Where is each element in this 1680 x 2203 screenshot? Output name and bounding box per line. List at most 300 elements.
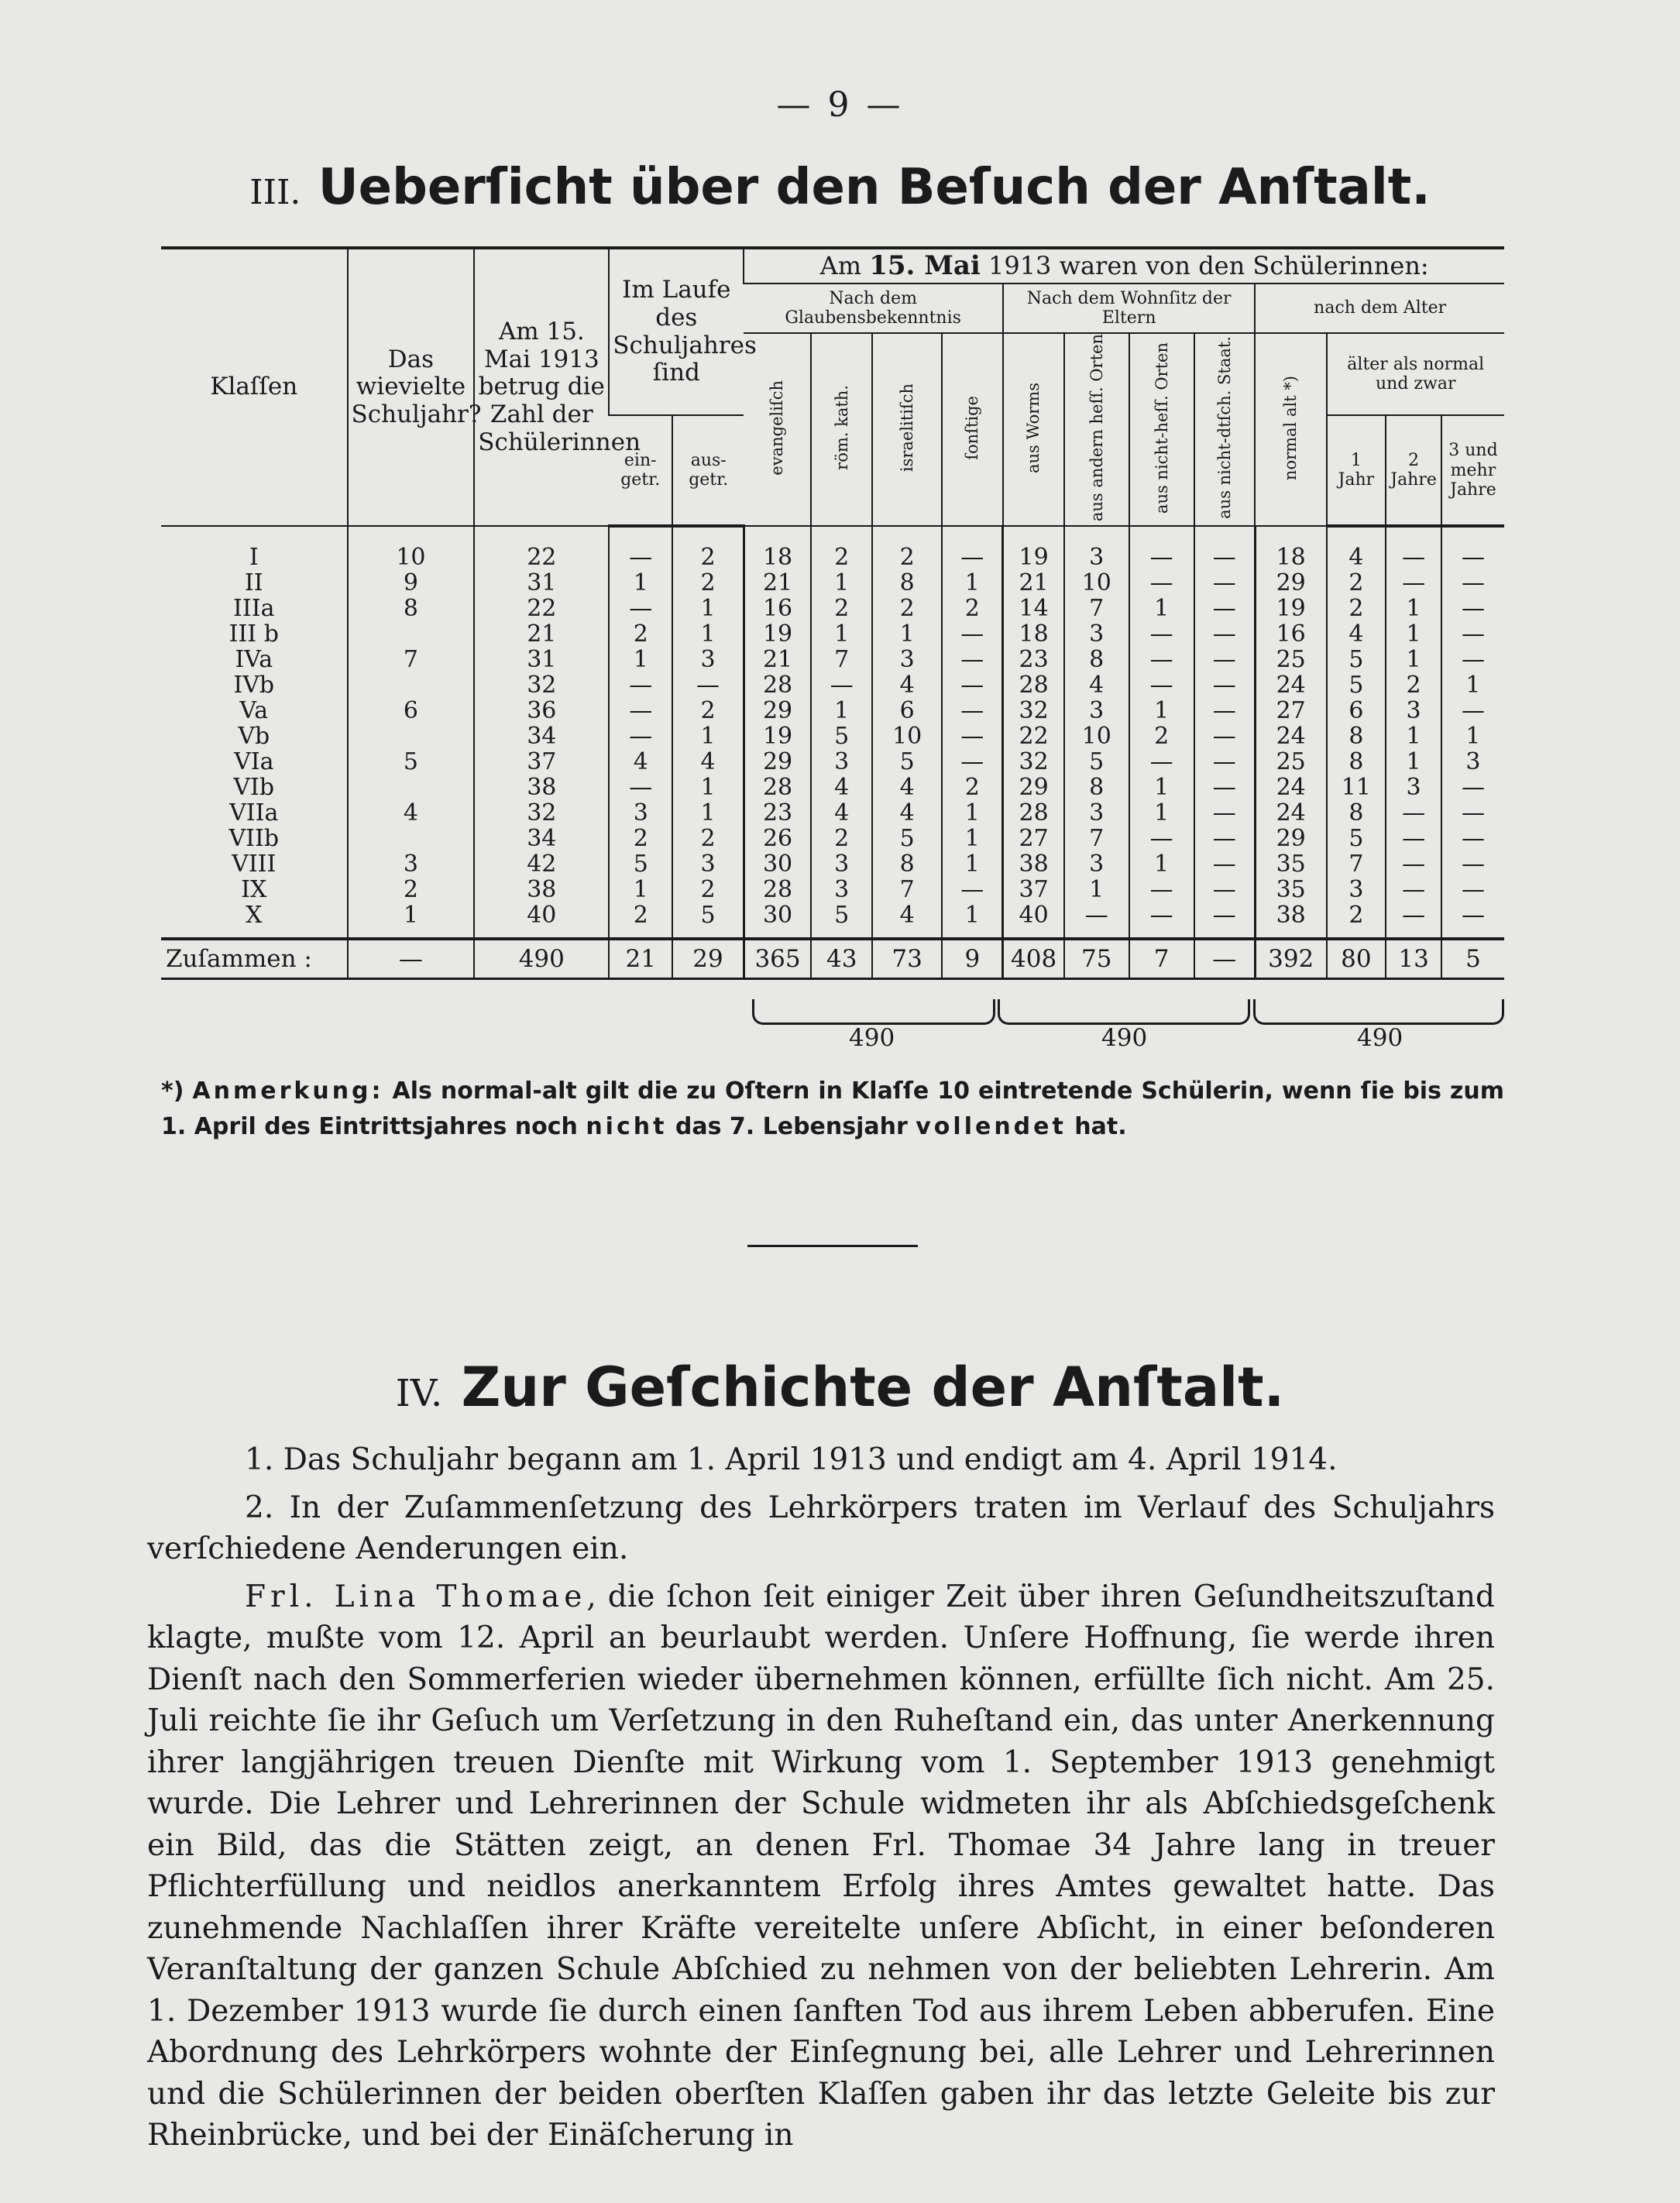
- cell-eingetr: 1: [609, 877, 672, 902]
- group-wohnsitz: Nach dem Wohnſitz der Eltern: [1003, 284, 1255, 333]
- cell-schuljahr: [348, 621, 475, 647]
- cell-aus-nicht-dt: —: [1194, 526, 1256, 570]
- cell-zahl: 31: [474, 570, 609, 596]
- cell-roem-kath: 2: [811, 596, 872, 621]
- cell-normal-alt: 19: [1255, 596, 1326, 621]
- caption-post: 1913 waren von den Schülerinnen:: [980, 250, 1429, 280]
- cell-normal-alt: 16: [1255, 621, 1326, 647]
- table-row: [161, 877, 1504, 902]
- col-schuljahr: Das wievielte Schuljahr?: [348, 248, 475, 526]
- cell-zahl: 40: [474, 902, 609, 939]
- cell-aelter-3: —: [1441, 877, 1504, 902]
- cell-eingetr: 2: [609, 621, 672, 647]
- cell-ausgetr: 4: [672, 749, 744, 775]
- table-body: [161, 526, 1504, 979]
- cell-evangelisch: 16: [744, 596, 811, 621]
- cell-aus-andern: 3: [1064, 698, 1129, 723]
- cell-ausgetr: 2: [672, 877, 744, 902]
- footnote-text-3: hat.: [1066, 1113, 1127, 1140]
- cell-aus-andern: 10: [1064, 570, 1129, 596]
- cell-aus-nicht-hess: 2: [1129, 723, 1194, 749]
- cell-aus-andern: 3: [1064, 621, 1129, 647]
- cell-normal-alt: 29: [1255, 826, 1326, 851]
- total-glauben: 490: [849, 1024, 895, 1052]
- section-3-numeral: III.: [249, 173, 301, 212]
- cell-aus-nicht-dt: —: [1194, 826, 1256, 851]
- cell-aelter-2: —: [1386, 526, 1441, 570]
- brace-glauben: [752, 999, 995, 1025]
- cell-aus-worms: 27: [1003, 826, 1064, 851]
- cell-aus-worms: 19: [1003, 526, 1064, 570]
- cell-aelter-1: 5: [1327, 826, 1386, 851]
- group-glauben: Nach dem Glaubensbekenntnis: [744, 284, 1003, 333]
- brace-wohnsitz: [998, 999, 1250, 1025]
- table-row: [161, 775, 1504, 800]
- col-aus-andern: aus andern heſſ. Orten: [1064, 333, 1129, 526]
- cell-schuljahr: 6: [348, 698, 475, 723]
- cell-aelter-1: 4: [1327, 526, 1386, 570]
- sum-row: [161, 939, 1504, 979]
- cell-klasse: II: [244, 569, 263, 597]
- cell-aelter-3: —: [1441, 570, 1504, 596]
- cell-zahl: 21: [474, 621, 609, 647]
- total-alter: 490: [1357, 1024, 1403, 1052]
- table-row: [161, 826, 1504, 851]
- cell-aus-andern: —: [1064, 902, 1129, 939]
- cell-aus-worms: 28: [1003, 800, 1064, 826]
- cell-eingetr: —: [609, 596, 672, 621]
- cell-evangelisch: 28: [744, 877, 811, 902]
- cell-eingetr: 1: [609, 647, 672, 672]
- cell-roem-kath: 1: [811, 698, 872, 723]
- cell-zahl: 36: [474, 698, 609, 723]
- cell-aelter-2: 3: [1386, 775, 1441, 800]
- cell-israelitisch: 4: [872, 775, 942, 800]
- cell-evangelisch: 26: [744, 826, 811, 851]
- cell-aelter-2: 1: [1386, 621, 1441, 647]
- cell-aus-nicht-dt: —: [1194, 698, 1256, 723]
- cell-aus-worms: 21: [1003, 570, 1064, 596]
- cell-aus-nicht-hess: —: [1129, 647, 1194, 672]
- cell-roem-kath: 2: [811, 826, 872, 851]
- cell-aelter-3: 1: [1441, 723, 1504, 749]
- cell-evangelisch: 30: [744, 851, 811, 877]
- cell-aelter-2: —: [1386, 826, 1441, 851]
- cell-roem-kath: 7: [811, 647, 872, 672]
- cell-aus-worms: 32: [1003, 698, 1064, 723]
- cell-normal-alt: 392: [1255, 939, 1326, 979]
- history-text: [147, 1439, 1495, 2157]
- cell-sonstige: —: [942, 672, 1003, 698]
- table-row: [161, 596, 1504, 621]
- cell-aus-nicht-hess: —: [1129, 902, 1194, 939]
- brace-alter: [1253, 999, 1504, 1025]
- cell-aus-andern: 8: [1064, 647, 1129, 672]
- cell-roem-kath: 5: [811, 723, 872, 749]
- paragraph-3: [147, 1576, 1495, 2157]
- cell-aus-nicht-dt: —: [1194, 902, 1256, 939]
- cell-eingetr: 4: [609, 749, 672, 775]
- cell-roem-kath: 3: [811, 851, 872, 877]
- cell-schuljahr: 3: [348, 851, 475, 877]
- cell-schuljahr: 8: [348, 596, 475, 621]
- cell-klasse: VIb: [233, 774, 275, 802]
- cell-schuljahr: —: [348, 939, 475, 979]
- teacher-name: Frl. Lina Thomae: [245, 1579, 587, 1614]
- cell-israelitisch: 5: [872, 826, 942, 851]
- cell-aelter-3: 3: [1441, 749, 1504, 775]
- cell-schuljahr: [348, 723, 475, 749]
- cell-zahl: 22: [474, 596, 609, 621]
- cell-aelter-1: 4: [1327, 621, 1386, 647]
- cell-aus-andern: 3: [1064, 526, 1129, 570]
- cell-aus-worms: 23: [1003, 647, 1064, 672]
- cell-aus-nicht-dt: —: [1194, 775, 1256, 800]
- cell-evangelisch: 28: [744, 775, 811, 800]
- cell-sonstige: 1: [942, 902, 1003, 939]
- group-aelter: älter als normal und zwar: [1327, 333, 1505, 415]
- cell-aelter-3: —: [1441, 826, 1504, 851]
- cell-aus-nicht-hess: 1: [1129, 851, 1194, 877]
- cell-ausgetr: —: [672, 672, 744, 698]
- cell-aus-nicht-hess: —: [1129, 826, 1194, 851]
- section-divider: [747, 1245, 918, 1247]
- col-klassen: Klaſſen: [161, 248, 348, 526]
- cell-ausgetr: 1: [672, 775, 744, 800]
- cell-zahl: 22: [474, 526, 609, 570]
- cell-roem-kath: 1: [811, 570, 872, 596]
- section-4-title: Zur Geſchichte der Anſtalt.: [461, 1356, 1285, 1419]
- cell-eingetr: 2: [609, 902, 672, 939]
- cell-klasse: I: [249, 543, 259, 571]
- table-row: [161, 723, 1504, 749]
- cell-klasse: III b: [228, 620, 279, 648]
- cell-aus-nicht-hess: —: [1129, 526, 1194, 570]
- cell-klasse: VIIa: [229, 799, 279, 827]
- cell-aelter-3: —: [1441, 851, 1504, 877]
- cell-aus-nicht-hess: 1: [1129, 800, 1194, 826]
- cell-sonstige: —: [942, 647, 1003, 672]
- cell-schuljahr: [348, 775, 475, 800]
- cell-zahl: 38: [474, 877, 609, 902]
- cell-aus-nicht-dt: —: [1194, 621, 1256, 647]
- footnote-text-2: das 7. Lebensjahr: [667, 1113, 916, 1140]
- cell-aus-nicht-hess: —: [1129, 570, 1194, 596]
- cell-aelter-2: 13: [1386, 939, 1441, 979]
- cell-evangelisch: 30: [744, 902, 811, 939]
- cell-israelitisch: 7: [872, 877, 942, 902]
- cell-aelter-3: —: [1441, 526, 1504, 570]
- cell-eingetr: 3: [609, 800, 672, 826]
- cell-aelter-3: —: [1441, 902, 1504, 939]
- cell-roem-kath: 5: [811, 902, 872, 939]
- col-normal-alt: normal alt *): [1255, 333, 1326, 526]
- section-3-heading: [0, 159, 1680, 216]
- cell-schuljahr: 4: [348, 800, 475, 826]
- table-row: [161, 621, 1504, 647]
- cell-aelter-3: —: [1441, 800, 1504, 826]
- cell-zahl: 31: [474, 647, 609, 672]
- cell-israelitisch: 2: [872, 526, 942, 570]
- cell-ausgetr: 29: [672, 939, 744, 979]
- cell-israelitisch: 4: [872, 902, 942, 939]
- cell-israelitisch: 4: [872, 800, 942, 826]
- cell-aelter-3: —: [1441, 621, 1504, 647]
- cell-aus-nicht-hess: 1: [1129, 596, 1194, 621]
- table-row: [161, 647, 1504, 672]
- cell-israelitisch: 4: [872, 672, 942, 698]
- table-row: [161, 672, 1504, 698]
- section-4-numeral: IV.: [395, 1372, 443, 1415]
- cell-normal-alt: 25: [1255, 647, 1326, 672]
- cell-aus-worms: 22: [1003, 723, 1064, 749]
- table-row: [161, 698, 1504, 723]
- col-2-jahre: 2 Jahre: [1386, 415, 1441, 526]
- footnote-vollendet: vollendet: [916, 1113, 1067, 1140]
- footnote-text-1: Als normal-alt gilt die zu Oſtern in Klaſſe 10 eintretende Schülerin, wenn ſie bis zum 1. April des Eintrittsjahres noch: [161, 1077, 1505, 1140]
- cell-israelitisch: 6: [872, 698, 942, 723]
- cell-aus-nicht-hess: —: [1129, 749, 1194, 775]
- cell-klasse: Va: [239, 697, 269, 725]
- cell-aus-worms: 38: [1003, 851, 1064, 877]
- cell-aelter-2: 1: [1386, 723, 1441, 749]
- cell-sonstige: —: [942, 526, 1003, 570]
- cell-klasse: VIa: [234, 748, 274, 776]
- cell-aus-worms: 14: [1003, 596, 1064, 621]
- cell-aus-andern: 7: [1064, 596, 1129, 621]
- cell-sonstige: 1: [942, 800, 1003, 826]
- cell-aus-worms: 32: [1003, 749, 1064, 775]
- cell-aelter-1: 8: [1327, 800, 1386, 826]
- cell-eingetr: —: [609, 775, 672, 800]
- cell-israelitisch: 3: [872, 647, 942, 672]
- cell-aelter-2: —: [1386, 800, 1441, 826]
- cell-roem-kath: 3: [811, 749, 872, 775]
- page-number: — 9 —: [776, 85, 904, 125]
- cell-evangelisch: 21: [744, 570, 811, 596]
- cell-aelter-1: 2: [1327, 570, 1386, 596]
- cell-klasse: Vb: [238, 723, 270, 751]
- cell-ausgetr: 1: [672, 621, 744, 647]
- table-row: [161, 851, 1504, 877]
- cell-aus-nicht-hess: —: [1129, 672, 1194, 698]
- col-zahl: Am 15. Mai 1913 betrug die Zahl der Schülerinnen: [474, 248, 609, 526]
- cell-evangelisch: 19: [744, 723, 811, 749]
- section-4-heading: [0, 1356, 1680, 1419]
- table-row: [161, 902, 1504, 939]
- paragraph-1: 1. Das Schuljahr begann am 1. April 1913 und endigt am 4. April 1914.: [245, 1442, 1338, 1477]
- cell-aus-nicht-dt: —: [1194, 851, 1256, 877]
- cell-aus-worms: 29: [1003, 775, 1064, 800]
- cell-israelitisch: 2: [872, 596, 942, 621]
- cell-normal-alt: 24: [1255, 775, 1326, 800]
- cell-aus-worms: 18: [1003, 621, 1064, 647]
- cell-sonstige: 1: [942, 826, 1003, 851]
- cell-aus-worms: 40: [1003, 902, 1064, 939]
- cell-normal-alt: 27: [1255, 698, 1326, 723]
- cell-aus-worms: 28: [1003, 672, 1064, 698]
- col-1-jahr: 1 Jahr: [1327, 415, 1386, 526]
- col-aus-worms: aus Worms: [1003, 333, 1064, 526]
- cell-evangelisch: 28: [744, 672, 811, 698]
- cell-normal-alt: 38: [1255, 902, 1326, 939]
- cell-aus-nicht-hess: —: [1129, 621, 1194, 647]
- cell-aus-andern: 8: [1064, 775, 1129, 800]
- cell-evangelisch: 19: [744, 621, 811, 647]
- cell-schuljahr: [348, 826, 475, 851]
- cell-schuljahr: 7: [348, 647, 475, 672]
- cell-klasse: IX: [241, 876, 267, 904]
- cell-aus-andern: 4: [1064, 672, 1129, 698]
- table-row: [161, 800, 1504, 826]
- cell-zahl: 490: [474, 939, 609, 979]
- cell-ausgetr: 3: [672, 647, 744, 672]
- cell-sonstige: 2: [942, 775, 1003, 800]
- cell-roem-kath: 1: [811, 621, 872, 647]
- cell-aus-andern: 75: [1064, 939, 1129, 979]
- cell-aus-nicht-dt: —: [1194, 596, 1256, 621]
- cell-eingetr: 1: [609, 570, 672, 596]
- cell-klasse: X: [246, 902, 263, 930]
- cell-aelter-2: —: [1386, 570, 1441, 596]
- cell-evangelisch: 21: [744, 647, 811, 672]
- col-aus-nicht-dt: aus nicht-dtſch. Staat.: [1194, 333, 1256, 526]
- cell-ausgetr: 2: [672, 826, 744, 851]
- cell-normal-alt: 35: [1255, 877, 1326, 902]
- cell-zahl: 42: [474, 851, 609, 877]
- cell-normal-alt: 29: [1255, 570, 1326, 596]
- cell-aelter-1: 2: [1327, 596, 1386, 621]
- cell-aelter-2: —: [1386, 902, 1441, 939]
- cell-ausgetr: 3: [672, 851, 744, 877]
- cell-sonstige: —: [942, 723, 1003, 749]
- cell-sonstige: 9: [942, 939, 1003, 979]
- col-eingetr: ein- getr.: [609, 415, 672, 526]
- cell-zahl: 34: [474, 826, 609, 851]
- cell-aus-andern: 10: [1064, 723, 1129, 749]
- cell-normal-alt: 24: [1255, 723, 1326, 749]
- cell-aus-nicht-dt: —: [1194, 672, 1256, 698]
- cell-zahl: 38: [474, 775, 609, 800]
- cell-aus-worms: 408: [1003, 939, 1064, 979]
- cell-evangelisch: 29: [744, 749, 811, 775]
- cell-aus-andern: 7: [1064, 826, 1129, 851]
- col-laufe: Im Laufe des Schuljahres ſind: [609, 248, 744, 415]
- cell-aelter-1: 6: [1327, 698, 1386, 723]
- cell-eingetr: —: [609, 698, 672, 723]
- table-row: [161, 526, 1504, 570]
- cell-klasse: Zuſammen :: [161, 939, 348, 979]
- cell-aelter-1: 3: [1327, 877, 1386, 902]
- cell-zahl: 37: [474, 749, 609, 775]
- cell-aelter-2: —: [1386, 877, 1441, 902]
- cell-israelitisch: 1: [872, 621, 942, 647]
- cell-israelitisch: 10: [872, 723, 942, 749]
- footnote: [161, 1074, 1504, 1145]
- cell-aelter-2: —: [1386, 851, 1441, 877]
- cell-schuljahr: 5: [348, 749, 475, 775]
- cell-evangelisch: 23: [744, 800, 811, 826]
- cell-aus-nicht-dt: —: [1194, 570, 1256, 596]
- cell-aus-nicht-hess: 7: [1129, 939, 1194, 979]
- cell-schuljahr: 2: [348, 877, 475, 902]
- cell-ausgetr: 2: [672, 570, 744, 596]
- cell-eingetr: —: [609, 672, 672, 698]
- cell-roem-kath: 2: [811, 526, 872, 570]
- cell-normal-alt: 35: [1255, 851, 1326, 877]
- cell-schuljahr: [348, 672, 475, 698]
- cell-aelter-1: 5: [1327, 647, 1386, 672]
- cell-zahl: 34: [474, 723, 609, 749]
- cell-roem-kath: 4: [811, 775, 872, 800]
- cell-aus-nicht-dt: —: [1194, 723, 1256, 749]
- cell-klasse: VIIb: [228, 825, 280, 853]
- cell-zahl: 32: [474, 800, 609, 826]
- col-aus-nicht-hess: aus nicht-heſſ. Orten: [1129, 333, 1194, 526]
- cell-aus-nicht-hess: 1: [1129, 698, 1194, 723]
- paragraph-3-text: , die ſchon ſeit einiger Zeit über ihren Geſundheitszuſtand klagte, mußte vom 12. April an beurlaubt werden. Unſere Hoffnung, ſie werde ihren Dienſt nach den Sommerferien wieder übernehmen können, erfüllte ſich nicht. Am 25. Juli reichte ſie ihr Geſuch um Verſetzung in den Ruheſtand ein, das unter Anerkennung ihrer langjährigen treuen Dienſte mit Wirkung vom 1. September 1913 genehmigt wurde. Die Lehrer und Lehrerinnen der Schule widmeten ihr als Abſchiedsgeſchenk ein Bild, das die Stätten zeigt, an denen Frl. Thomae 34 Jahre lang in treuer Pflichterfüllung und neidlos anerkanntem Erfolg ihres Amtes gewaltet hatte. Das zunehmende Nachlaſſen ihrer Kräfte vereitelte unſere Abſicht, in einer beſonderen Veranſtaltung der ganzen Schule Abſchied zu nehmen von der beliebten Lehrerin. Am 1. Dezember 1913 wurde ſie durch einen ſanften Tod aus ihrem Leben abberufen. Eine Abordnung des Lehrkörpers wohnte der Einſegnung bei, alle Lehrer und Lehrerinnen und die Schülerinnen der beiden oberſten Klaſſen gaben ihr das letzte Geleite bis zur Rheinbrücke, und bei der Einäſcherung in: [147, 1579, 1495, 2153]
- cell-israelitisch: 8: [872, 851, 942, 877]
- table-caption: [744, 248, 1504, 284]
- cell-aelter-2: 1: [1386, 647, 1441, 672]
- cell-aelter-3: —: [1441, 698, 1504, 723]
- cell-aelter-2: 1: [1386, 596, 1441, 621]
- col-evangelisch: evangeliſch: [744, 333, 811, 526]
- cell-roem-kath: 3: [811, 877, 872, 902]
- cell-evangelisch: 18: [744, 526, 811, 570]
- cell-eingetr: 5: [609, 851, 672, 877]
- cell-aus-nicht-dt: —: [1194, 800, 1256, 826]
- cell-aelter-3: —: [1441, 596, 1504, 621]
- cell-aelter-1: 80: [1327, 939, 1386, 979]
- cell-ausgetr: 1: [672, 800, 744, 826]
- cell-aelter-3: —: [1441, 647, 1504, 672]
- col-israelitisch: israelitiſch: [872, 333, 942, 526]
- cell-sonstige: 2: [942, 596, 1003, 621]
- cell-zahl: 32: [474, 672, 609, 698]
- cell-normal-alt: 25: [1255, 749, 1326, 775]
- cell-aus-nicht-hess: —: [1129, 877, 1194, 902]
- cell-ausgetr: 2: [672, 698, 744, 723]
- caption-date: 15. Mai: [869, 249, 981, 281]
- cell-aus-nicht-dt: —: [1194, 877, 1256, 902]
- cell-klasse: IIIa: [233, 595, 275, 623]
- cell-eingetr: 21: [609, 939, 672, 979]
- col-3-jahre: 3 und mehr Jahre: [1441, 415, 1504, 526]
- cell-aus-worms: 37: [1003, 877, 1064, 902]
- cell-israelitisch: 5: [872, 749, 942, 775]
- cell-aelter-1: 2: [1327, 902, 1386, 939]
- cell-ausgetr: 2: [672, 526, 744, 570]
- cell-schuljahr: 10: [348, 526, 475, 570]
- cell-aelter-1: 8: [1327, 749, 1386, 775]
- table-row: [161, 749, 1504, 775]
- cell-ausgetr: 1: [672, 596, 744, 621]
- paragraph-2: 2. In der Zuſammenſetzung des Lehrkörpers traten im Verlauf des Schuljahrs verſchiedene Aenderungen ein.: [147, 1490, 1495, 1566]
- group-alter: nach dem Alter: [1255, 284, 1504, 333]
- cell-aelter-1: 5: [1327, 672, 1386, 698]
- footnote-star: *): [161, 1077, 193, 1105]
- cell-aelter-2: 3: [1386, 698, 1441, 723]
- cell-aus-andern: 1: [1064, 877, 1129, 902]
- cell-aus-andern: 5: [1064, 749, 1129, 775]
- cell-aelter-3: 1: [1441, 672, 1504, 698]
- cell-evangelisch: 29: [744, 698, 811, 723]
- cell-normal-alt: 24: [1255, 672, 1326, 698]
- cell-aelter-3: 5: [1441, 939, 1504, 979]
- cell-israelitisch: 73: [872, 939, 942, 979]
- cell-schuljahr: 1: [348, 902, 475, 939]
